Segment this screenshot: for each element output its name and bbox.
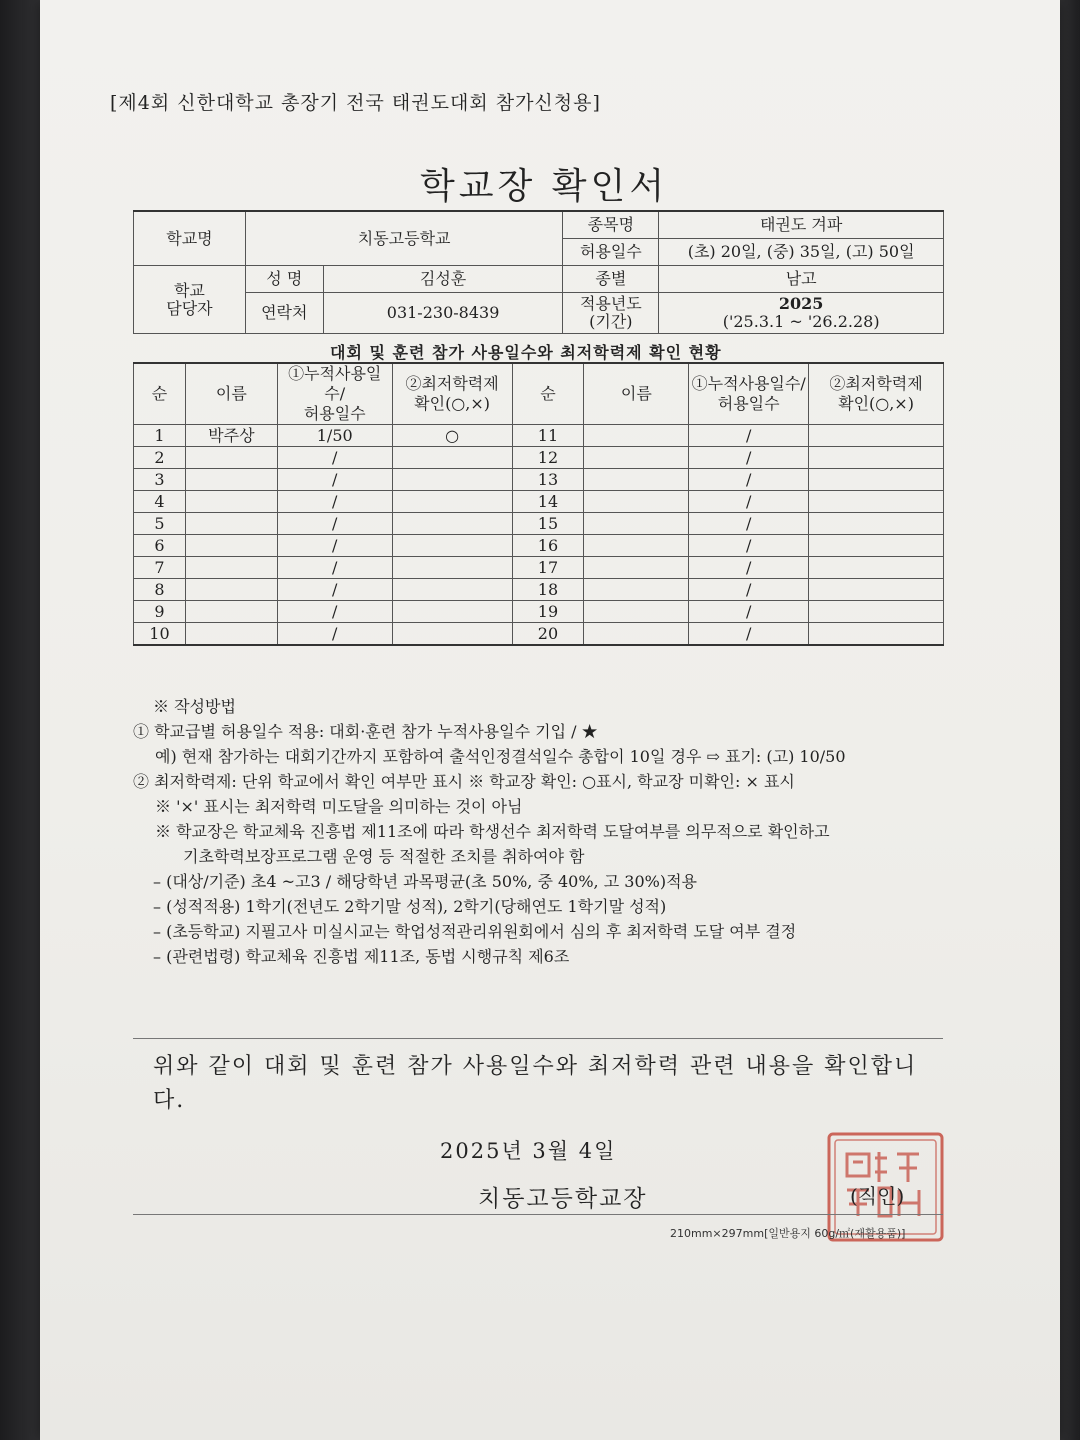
school-name-label: 학교명	[134, 211, 246, 266]
year-value	[659, 293, 944, 334]
header-check-left: ②최저학력제 확인(○,×)	[392, 363, 512, 425]
year-label-line1: 적용년도	[579, 294, 642, 313]
info-table	[133, 210, 944, 334]
usage-table	[133, 362, 944, 646]
event-label: 종목명	[563, 211, 659, 239]
competition-tag: [제4회 신한대학교 총장기 전국 태권도대회 참가신청용]	[110, 92, 601, 114]
instruction-2: ② 최저학력제: 단위 학교에서 확인 여부만 표시 ※ 학교장 확인: ○표시, 학교장 미확인: × 표시	[133, 772, 795, 791]
instruction-1: ① 학교급별 허용일수 적용: 대회·훈련 참가 누적사용일수 기입 / ★	[133, 722, 598, 741]
instruction-2-note-c: 기초학력보장프로그램 운영 등 적절한 조치를 취하여야 함	[183, 847, 585, 866]
principal-signature: 치동고등학교장	[478, 1186, 648, 1212]
header-no-right: 순	[512, 363, 584, 425]
contact-value: 031-230-8439	[323, 293, 563, 334]
document-title: 학교장 확인서	[420, 166, 669, 207]
detail-law: – (관련법령) 학교체육 진흥법 제11조, 동법 시행규칙 제6조	[153, 947, 570, 966]
usage-table-title: 대회 및 훈련 참가 사용일수와 최저학력제 확인 현황	[330, 343, 722, 362]
seal-label: (직인)	[850, 1184, 905, 1208]
staff-label-line1: 학교	[173, 280, 205, 300]
header-days-left: ①누적사용일수/ 허용일수	[277, 363, 392, 425]
division-label: 종별	[563, 266, 659, 293]
divider-bottom	[133, 1214, 943, 1215]
table-row: 1 박주상 1/50 ○ 11 /	[134, 425, 944, 447]
detail-target: – (대상/기준) 초4 ~고3 / 해당학년 과목평균(초 50%, 중 40%, 고 30%)적용	[153, 872, 697, 891]
year-label	[563, 293, 659, 334]
year-number: 2025	[778, 294, 824, 313]
table-row: 2 / 12 /	[134, 447, 944, 469]
school-name-value: 치동고등학교	[245, 211, 563, 266]
allowed-days-value: (초) 20일, (중) 35일, (고) 50일	[659, 239, 944, 266]
year-period: ('25.3.1 ~ '26.2.28)	[722, 312, 880, 331]
contact-label: 연락처	[245, 293, 323, 334]
name-label: 성 명	[245, 266, 323, 293]
division-value: 남고	[659, 266, 944, 293]
year-label-line2: (기간)	[589, 312, 633, 331]
instructions-heading: ※ 작성방법	[153, 697, 236, 716]
confirmation-text: 위와 같이 대회 및 훈련 참가 사용일수와 최저학력 관련 내용을 확인합니다.	[153, 1054, 918, 1113]
issue-date: 2025년 3월 4일	[440, 1139, 617, 1163]
header-days-right: ①누적사용일수/ 허용일수	[689, 363, 809, 425]
header-check-right: ②최저학력제 확인(○,×)	[809, 363, 944, 425]
instructions	[133, 694, 963, 969]
instruction-2-note-a: ※ '×' 표시는 최저학력 미도달을 의미하는 것이 아님	[155, 797, 523, 816]
table-row: 4 / 14 /	[134, 491, 944, 513]
table-row: 5 / 15 /	[134, 513, 944, 535]
instruction-1-example: 예) 현재 참가하는 대회기간까지 포함하여 출석인정결석일수 총합이 10일 경우 ⇨ 표기: (고) 10/50	[155, 747, 846, 766]
table-row: 9 / 19 /	[134, 601, 944, 623]
detail-elementary: – (초등학교) 지필고사 미실시교는 학업성적관리위원회에서 심의 후 최저학력 도달 여부 결정	[153, 922, 797, 941]
header-name-left: 이름	[185, 363, 277, 425]
instruction-2-note-b: ※ 학교장은 학교체육 진흥법 제11조에 따라 학생선수 최저학력 도달여부를 의무적으로 확인하고	[155, 822, 830, 841]
table-row: 3 / 13 /	[134, 469, 944, 491]
header-name-right: 이름	[584, 363, 689, 425]
table-row: 6 / 16 /	[134, 535, 944, 557]
paper-spec: 210mm×297mm[일반용지 60g/㎡(재활용품)]	[670, 1227, 906, 1240]
staff-name-value: 김성훈	[323, 266, 563, 293]
detail-grades: – (성적적용) 1학기(전년도 2학기말 성적), 2학기(당해연도 1학기말 성적)	[153, 897, 667, 916]
allowed-days-label: 허용일수	[563, 239, 659, 266]
header-no-left: 순	[134, 363, 186, 425]
table-row: 7 / 17 /	[134, 557, 944, 579]
table-row: 10 / 20 /	[134, 623, 944, 646]
table-row: 8 / 18 /	[134, 579, 944, 601]
staff-label-line2: 담당자	[166, 298, 213, 318]
divider-top	[133, 1038, 943, 1039]
event-value: 태권도 겨파	[659, 211, 944, 239]
staff-label	[134, 266, 246, 334]
